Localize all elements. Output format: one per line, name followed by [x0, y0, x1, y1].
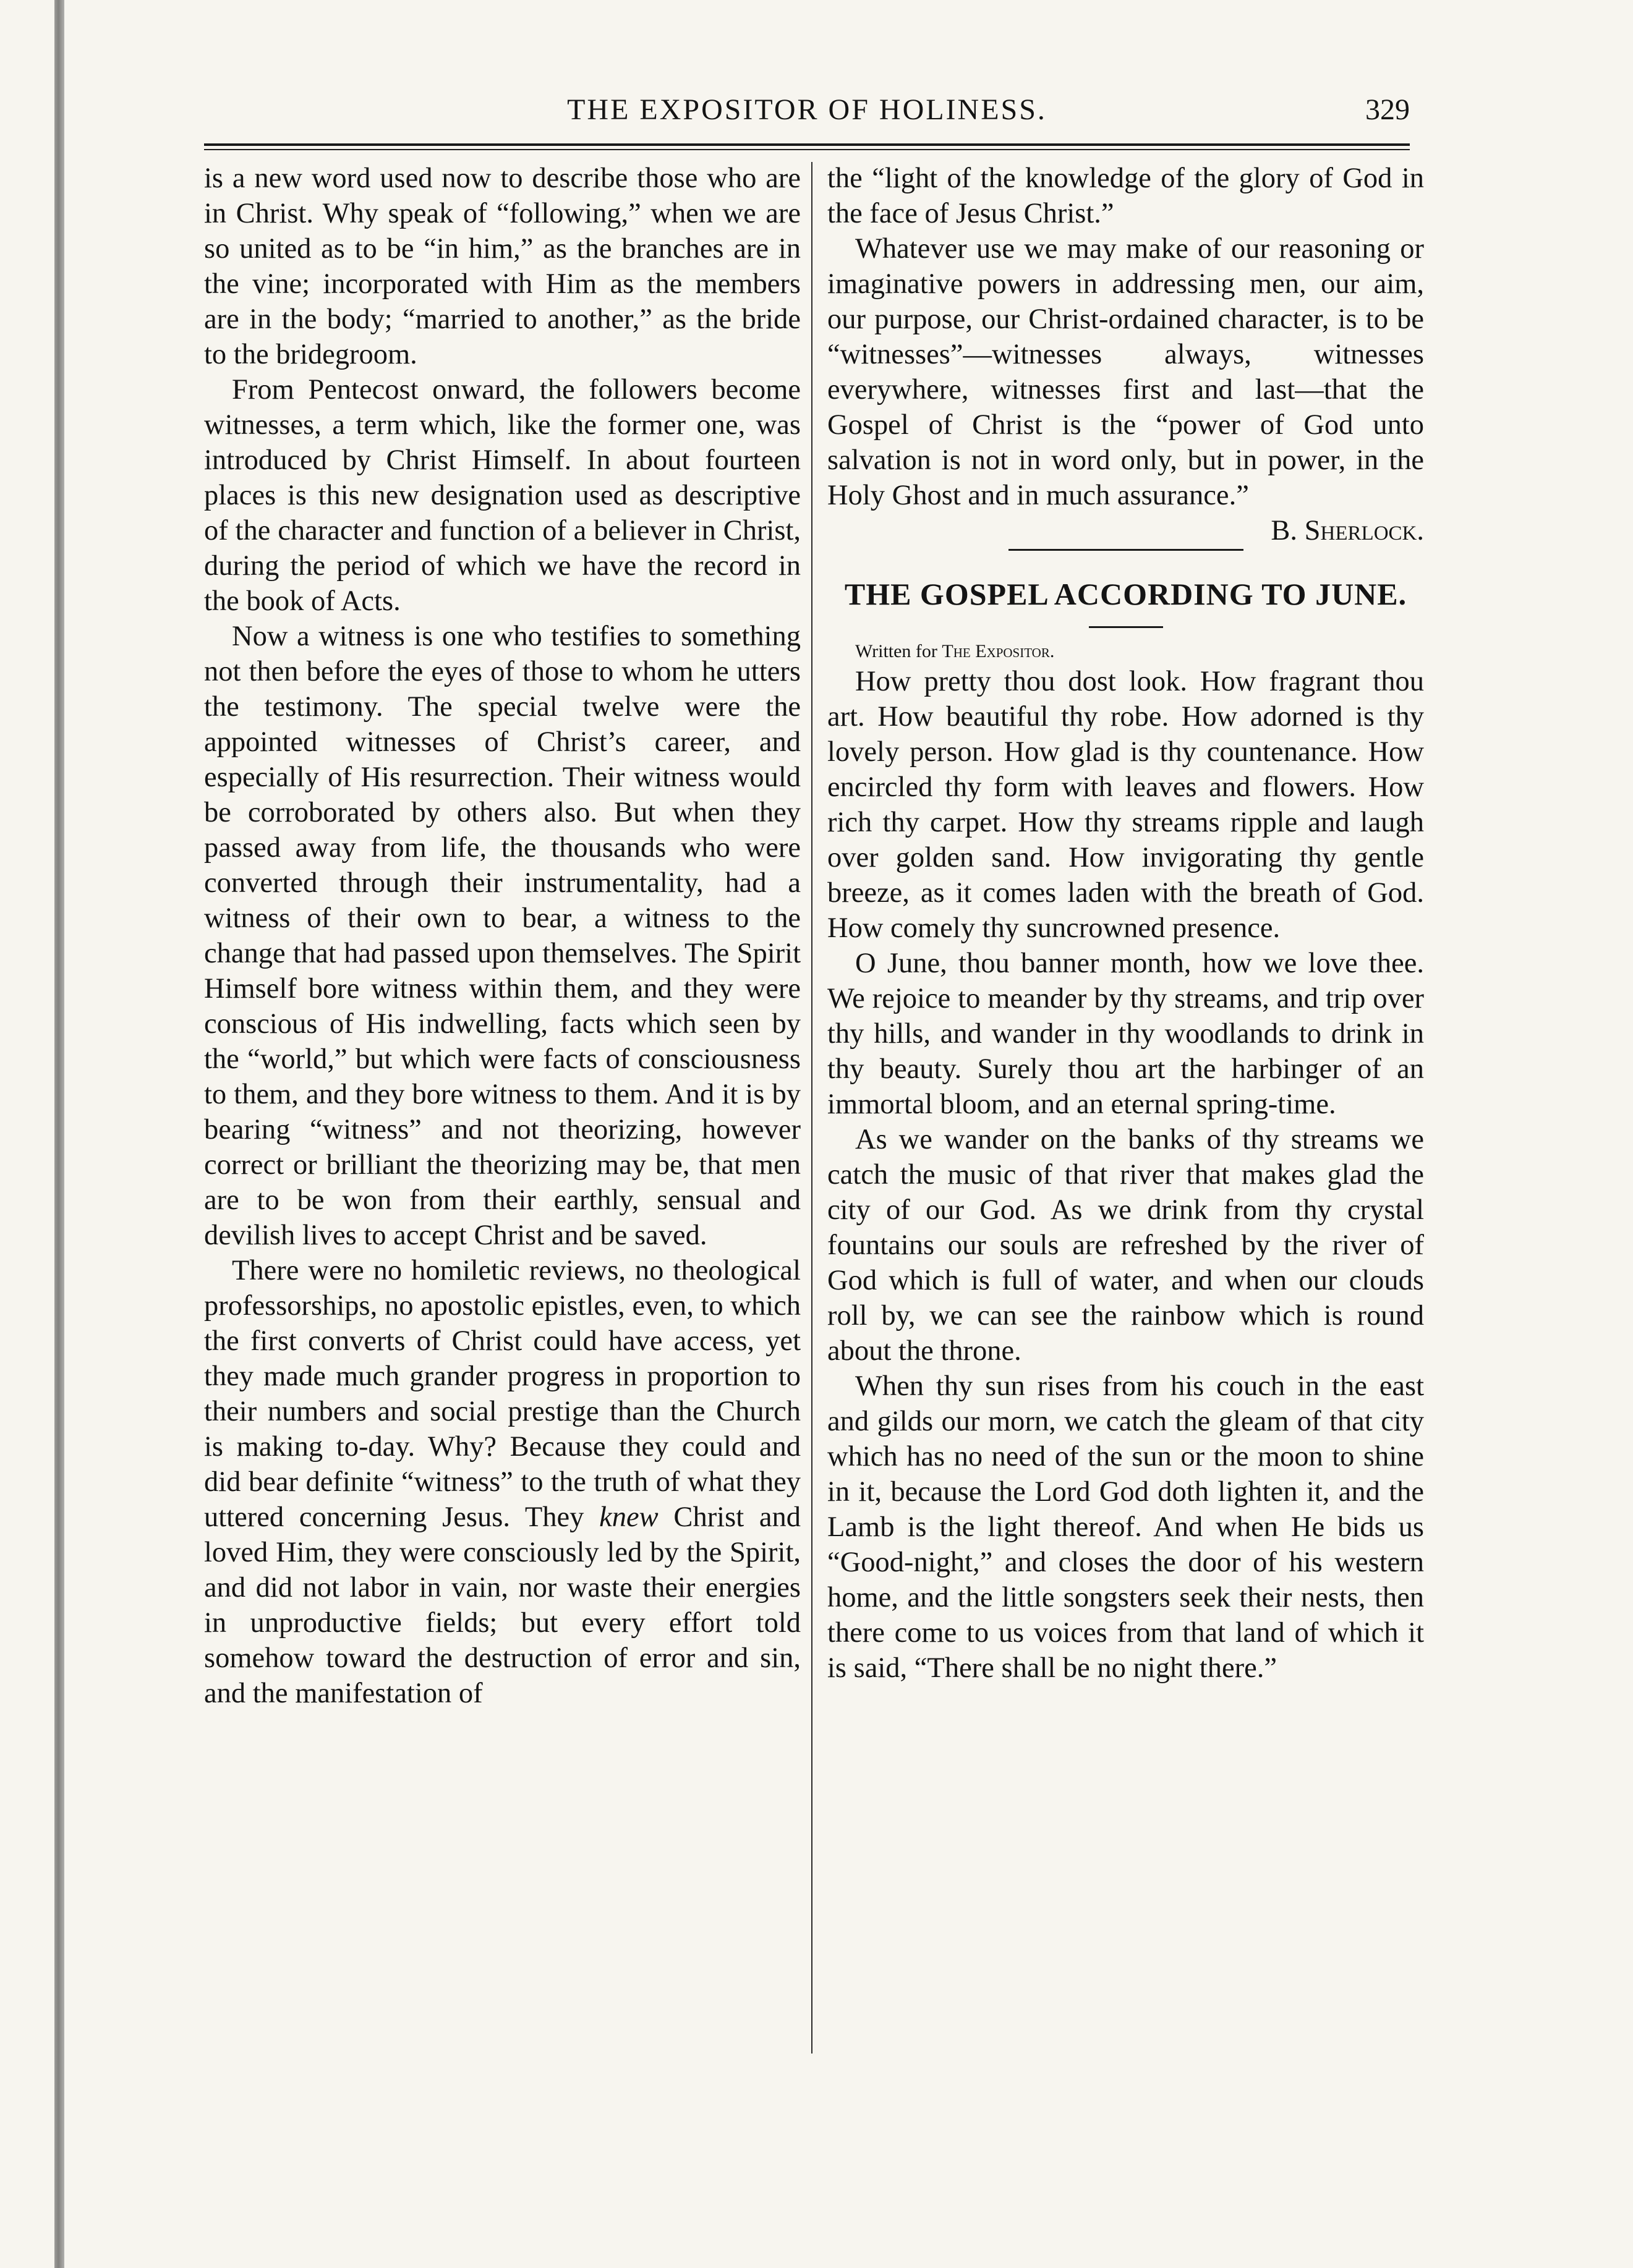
emphasis-text: knew	[599, 1501, 659, 1533]
paragraph-text: Christ and loved Him, they were consciously led by the Spirit, and did not labor in vain, nor waste their energies in unproductive fields; but every effort told somehow toward the destruction of error and sin, and the manifestation of	[204, 1501, 801, 1709]
closing-paragraph	[827, 231, 1424, 546]
paragraph-text: There were no homiletic reviews, no theological professorships, no apostolic epistles, even, to which the first converts of Christ could have access, yet they made much grander progress in proportion to their numbers and social prestige than the Church is making to-day. Why? Because they could and did bear definite “witness” to the truth of what they uttered concerning Jesus. They	[204, 1255, 801, 1533]
continued-paragraph: the “light of the knowledge of the glory of God in the face of Jesus Christ.”	[827, 163, 1424, 229]
title-rule	[1089, 626, 1163, 628]
header-rule	[204, 143, 1410, 150]
article-title: THE GOSPEL ACCORDING TO JUNE.	[844, 577, 1407, 611]
section-separator	[1008, 549, 1243, 551]
paragraph: O June, thou banner month, how we love thee. We rejoice to meander by thy streams, and trip over thy hills, and wander in thy woodlands to drink in thy beauty. Surely thou art the harbinger of an immortal bloom, and an eternal spring-time.	[827, 948, 1424, 1120]
byline-prefix: Written for	[855, 641, 937, 661]
paragraph: When thy sun rises from his couch in the east and gilds our morn, we catch the gleam of that city which has no need of the sun or the moon to shine in it, because the Lord God doth lighten it, and the Lamb is the light thereof. And when He bids us “Good-night,” and closes the door of his western home, and the little songsters seek their nests, then there come to us voices from that land of which it is said, “There shall be no night there.”	[827, 1370, 1424, 1684]
column-divider	[811, 162, 812, 2054]
left-column	[204, 161, 801, 1711]
running-header	[204, 93, 1410, 136]
book-spine-shadow	[54, 0, 64, 2268]
paragraph	[204, 1253, 801, 1711]
author-signature: B. Sherlock.	[1271, 515, 1424, 546]
paragraph: As we wander on the banks of thy streams we catch the music of that river that makes glad the city of our God. As we drink from thy crystal fountains our souls are refreshed by the river of God which is full of water, and when our clouds roll by, we can see the rainbow which is round about the throne.	[827, 1124, 1424, 1367]
right-column	[827, 161, 1424, 1686]
byline-publication: The Expositor.	[942, 641, 1055, 661]
paragraph: How pretty thou dost look. How fragrant thou art. How beautiful thy robe. How adorned is thy lovely person. How glad is thy countenance. How encircled thy form with leaves and flowers. How rich thy carpet. How thy streams ripple and laugh over golden sand. How invigorating thy gentle breeze, as it comes laden with the breath of God. How comely thy suncrowned presence.	[827, 666, 1424, 944]
paragraph: From Pentecost onward, the followers become witnesses, a term which, like the former one, was introduced by Christ Himself. In about fourteen places is this new designation used as descriptive of the character and function of a believer in Christ, during the period of which we have the record in the book of Acts.	[204, 374, 801, 617]
journal-title: THE EXPOSITOR OF HOLINESS.	[567, 93, 1047, 126]
paragraph: is a new word used now to describe those who are in Christ. Why speak of “following,” when we are so united as to be “in him,” as the branches are in the vine; incorporated with Him as the members are in the body; “married to another,” as the bride to the bridegroom.	[204, 163, 801, 370]
paragraph: Now a witness is one who testifies to something not then before the eyes of those to whom he utters the testimony. The special twelve were the appointed witnesses of Christ’s career, and especially of His resurrection. Their witness would be corroborated by others also. But when they passed away from life, the thousands who were converted through their instrumentality, had a witness of their own to bear, a witness to the change that had passed upon themselves. The Spirit Himself bore witness within them, and they were conscious of His indwelling, facts which seen by the “world,” but which were facts of consciousness to them, and they bore witness to them. And it is by bearing “witness” and not theorizing, however correct or brilliant the theorizing may be, that men are to be won from their earthly, sensual and devilish lives to accept Christ and be saved.	[204, 621, 801, 1251]
page-number: 329	[1365, 93, 1410, 126]
byline	[827, 639, 1424, 664]
paragraph-text: Whatever use we may make of our reasoning or imaginative powers in addressing men, our aim, our purpose, our Christ-ordained character, is to be “witnesses”—witnesses always, witnesses everywhere, witnesses first and last—that the Gospel of Christ is the “power of God unto salvation is not in word only, but in power, in the Holy Ghost and in much assurance.”	[827, 233, 1424, 511]
